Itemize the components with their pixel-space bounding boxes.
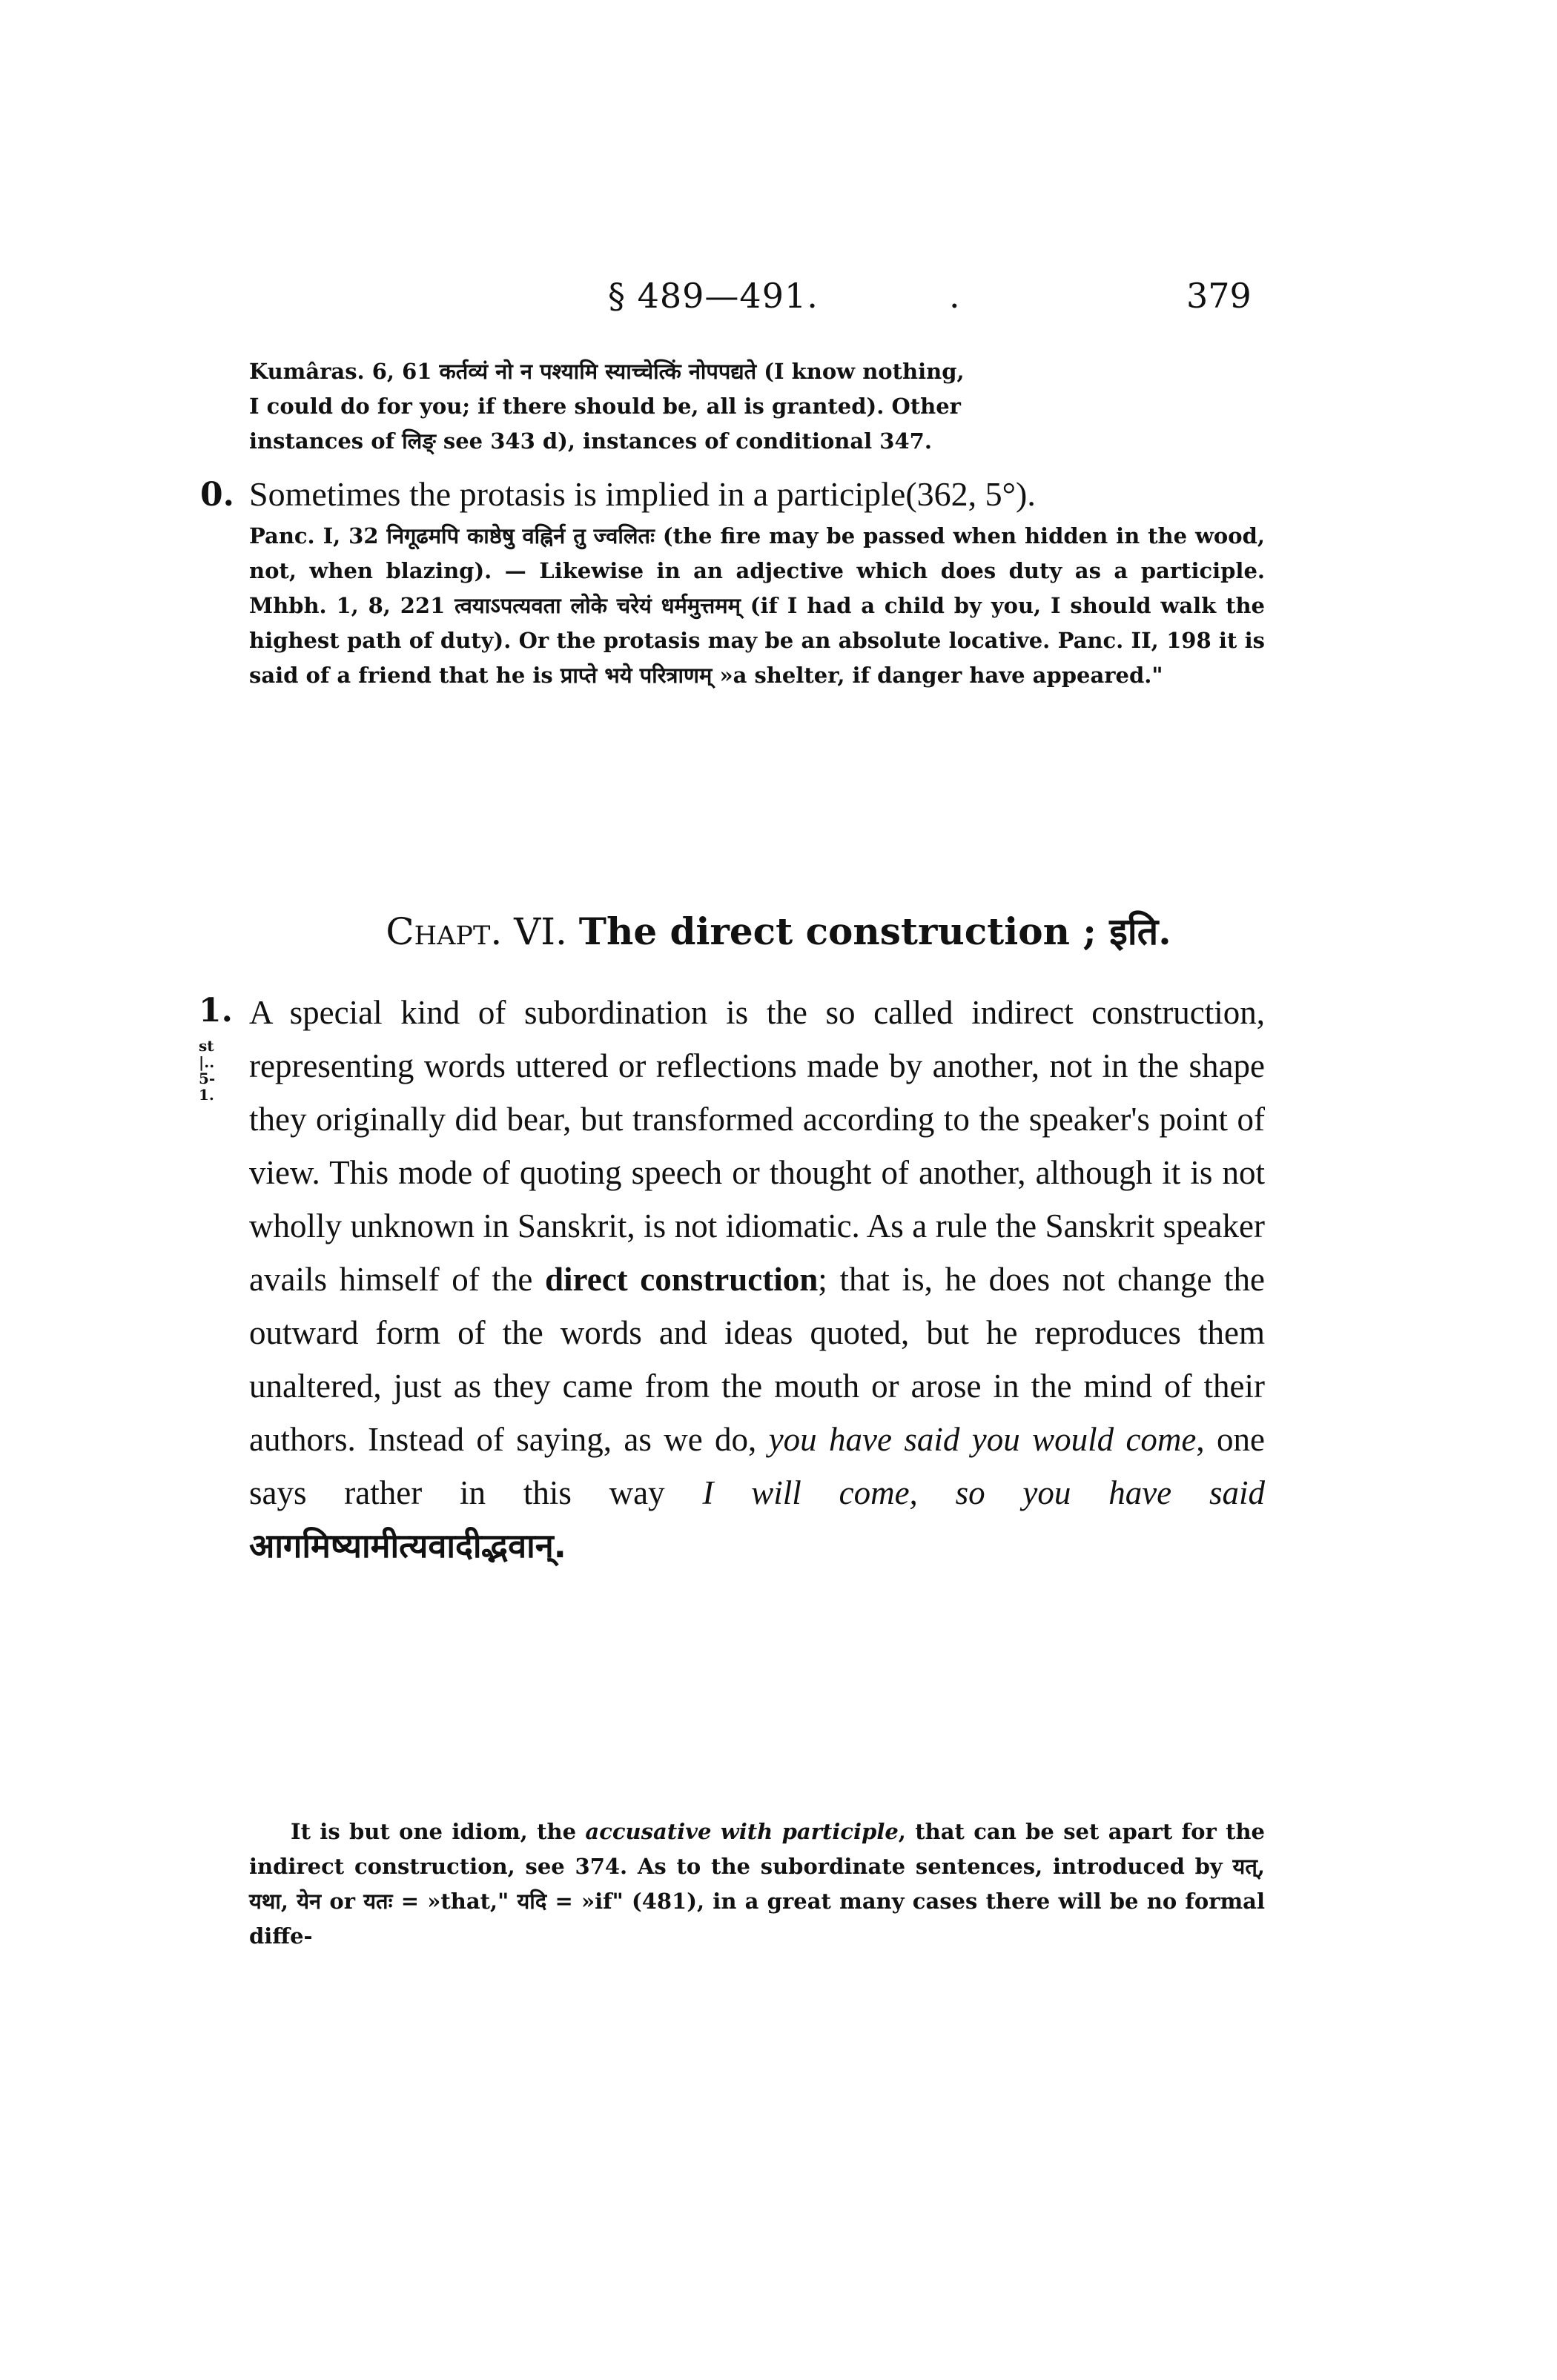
paragraph-0 xyxy=(249,473,1265,693)
emphasis: accusative with participle xyxy=(585,1819,899,1844)
body-text: A special kind of subordination is the so called indirect construction, representing words uttered or reflections made by another, not in the shape they originally did bear, but transformed according to the speaker's point of view. This mode of quoting speech or thought of another, although it is not wholly unknown in Sanskrit, is not idiomatic. As a rule the Sanskrit speaker avails himself of the xyxy=(249,994,1265,1298)
body-text: It is but one idiom, the xyxy=(291,1819,586,1844)
chapter-title: The direct construction ; इति. xyxy=(578,909,1171,953)
paragraph-marker: 1. xyxy=(199,992,233,1030)
paragraph-marker: 0. xyxy=(200,476,234,514)
chapter-heading xyxy=(0,906,1557,958)
body-text: ; that is, he does not change the outward form of the words and ideas quoted, but he reproduces them unaltered, just as they came from the mouth or arose in the mind of their authors. Instead of saying, as we do, xyxy=(249,1261,1265,1458)
text-line: Kumâras. 6, 61 कर्तव्यं नो न पश्यामि स्याच्चेत्किं नोपपद्यते (I know nothing, xyxy=(249,359,965,384)
devanagari-example: आगमिष्यामीत्यवादीद्भवान्. xyxy=(249,1526,566,1565)
body-text: , one says rather in this way xyxy=(249,1421,1265,1511)
page-number: 379 xyxy=(1186,276,1252,316)
body-text: , that can be set apart for the indirect construction, see 374. As to the subordinate sentences, introduced by यत्, यथा, येन or यतः = »that," यदि = »if" (481), in a great many cases there will be no formal diffe- xyxy=(249,1819,1266,1949)
side-notes xyxy=(199,1038,215,1103)
side-note: st xyxy=(199,1037,214,1055)
text-line: I could do for you; if there should be, all is granted). Other xyxy=(249,394,961,419)
side-note: 5- xyxy=(199,1070,216,1087)
emphasis: direct construction xyxy=(545,1261,819,1298)
paragraph-1 xyxy=(249,986,1265,1573)
continuation-block xyxy=(249,354,1265,459)
chapter-label: Chapt. VI. xyxy=(386,910,567,953)
example-text: you have said you would come xyxy=(768,1421,1197,1458)
footnote-block xyxy=(249,1814,1265,1954)
header-dot: . xyxy=(949,276,960,316)
text-line: instances of लिङ् see 343 d), instances of conditional 347. xyxy=(249,428,932,454)
section-range: § 489—491. xyxy=(608,276,819,316)
running-header xyxy=(0,276,1557,320)
paragraph-body: Panc. I, 32 निगूढमपि काष्ठेषु वह्निर्न तु ज्वलितः (the fire may be passed when hidden in the wood, not, when blazing). — Likewise in an adjective which does duty as a participle. Mhbh. 1, 8, 221 त्वयाऽपत्यवता लोके चरेयं धर्ममुत्तमम् (if I had a child by you, I should walk the highest path of duty). Or the protasis may be an absolute locative. Panc. II, 198 it is said of a friend that he is प्राप्ते भये परित्राणम् »a shelter, if danger have appeared." xyxy=(249,523,1265,688)
footnote-text xyxy=(249,1814,1265,1954)
example-text: I will come, so you have said xyxy=(702,1474,1265,1511)
side-note: |.. xyxy=(199,1053,215,1071)
paragraph-body xyxy=(249,986,1265,1573)
side-note: 1. xyxy=(199,1086,214,1104)
paragraph-heading: Sometimes the protasis is implied in a participle(362, 5°). xyxy=(249,475,1036,513)
